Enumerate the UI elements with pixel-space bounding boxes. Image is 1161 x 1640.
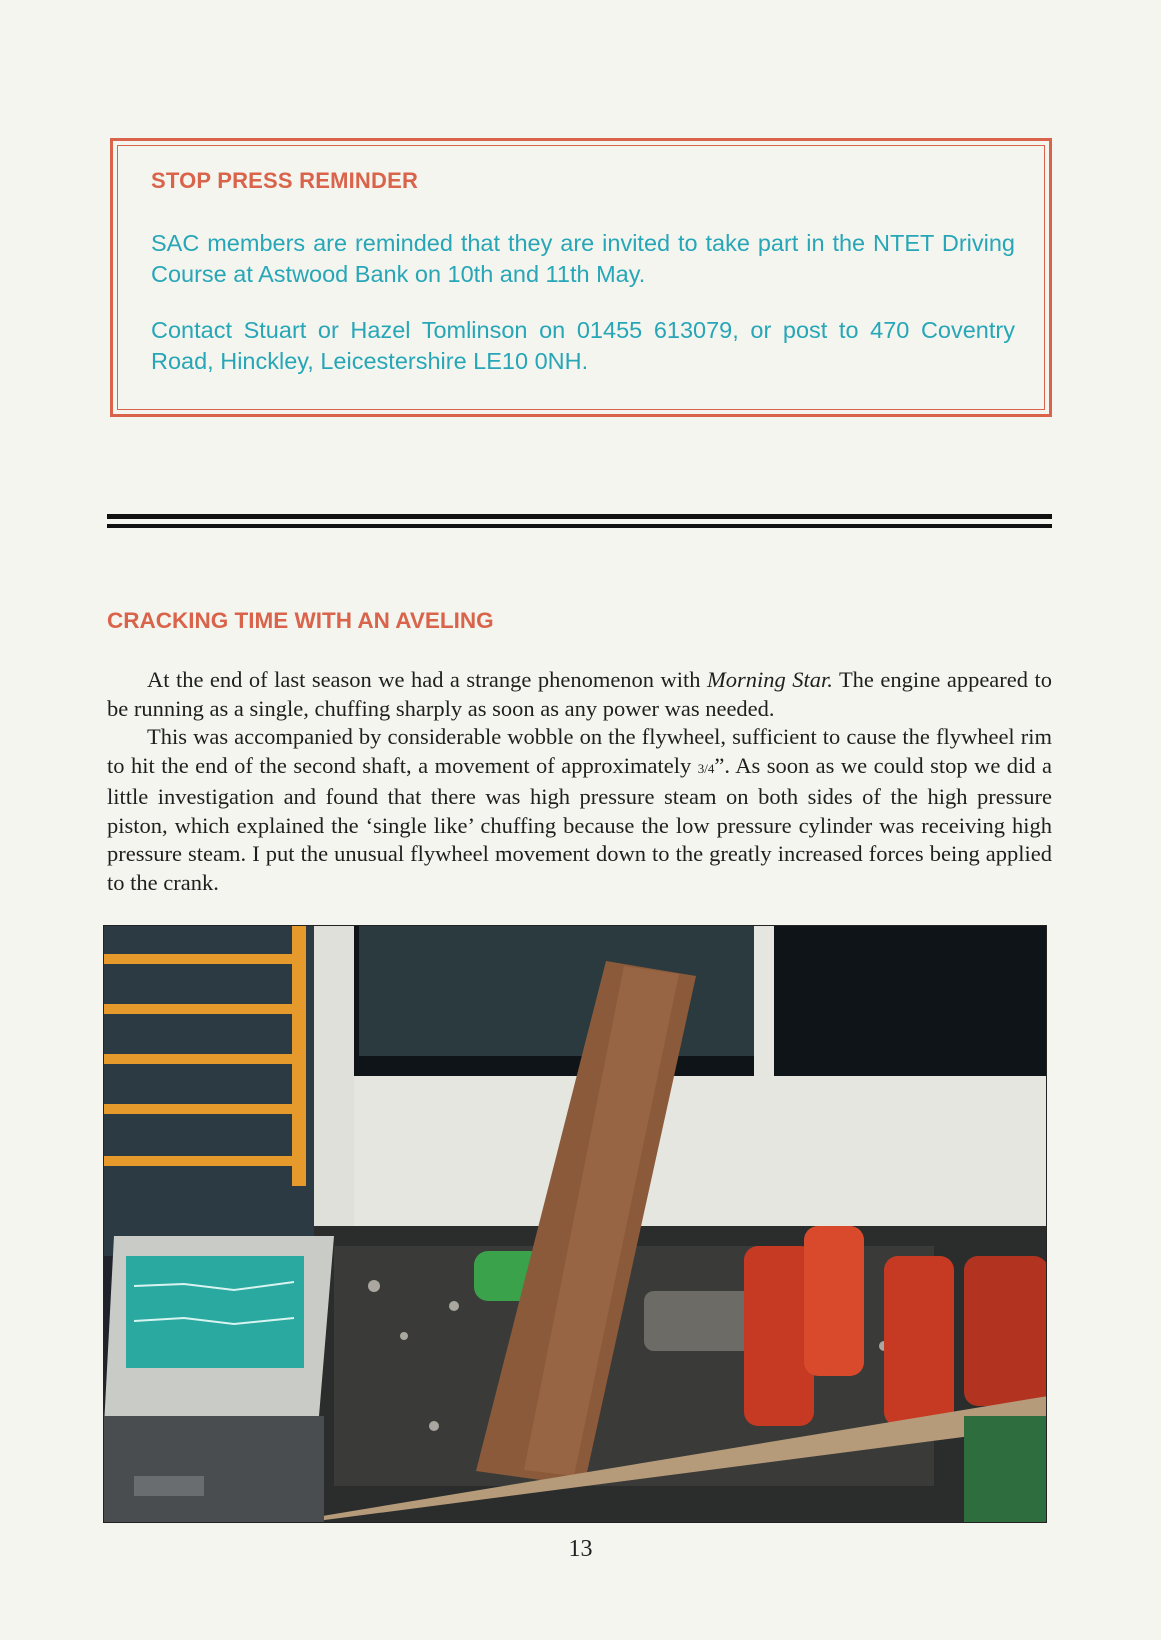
page-number: 13 [568, 1536, 593, 1562]
engine-photo [103, 925, 1047, 1523]
article-paragraph-2: This was accompanied by considerable wobble on the flywheel, sufficient to cause the flywheel rim to hit the end of the second shaft, a movement of approximately 3/4”. As soon as we could stop we did a little investigation and found that there was high pressure steam on both sides of the high pressure piston, which explained the ‘single like’ chuffing because the low pressure cylinder was receiving high pressure steam. I put the unusual flywheel movement down to the greatly increased forces being applied to the crank. [107, 724, 1053, 895]
article-heading: CRACKING TIME WITH AN AVELING [107, 608, 494, 633]
stop-press-title: STOP PRESS REMINDER [151, 168, 419, 193]
stop-press-paragraph-1: SAC members are reminded that they are invited to take part in the NTET Driving Course at Astwood Bank on 10th and 11th May. [151, 230, 1015, 287]
article-body [107, 666, 1052, 897]
article-paragraph-1: At the end of last season we had a strange phenomenon with Morning Star. The engine appeared to be running as a single, chuffing sharply as soon as any power was needed. [107, 667, 1052, 721]
stop-press-paragraph-2: Contact Stuart or Hazel Tomlinson on 01455 613079, or post to 470 Coventry Road, Hinckley, Leicestershire LE10 0NH. [151, 317, 1015, 374]
fraction: 3/4 [697, 760, 715, 776]
divider-rule-bottom [107, 524, 1052, 528]
photo-illustration [104, 926, 1047, 1523]
divider-rule-top [107, 514, 1052, 519]
